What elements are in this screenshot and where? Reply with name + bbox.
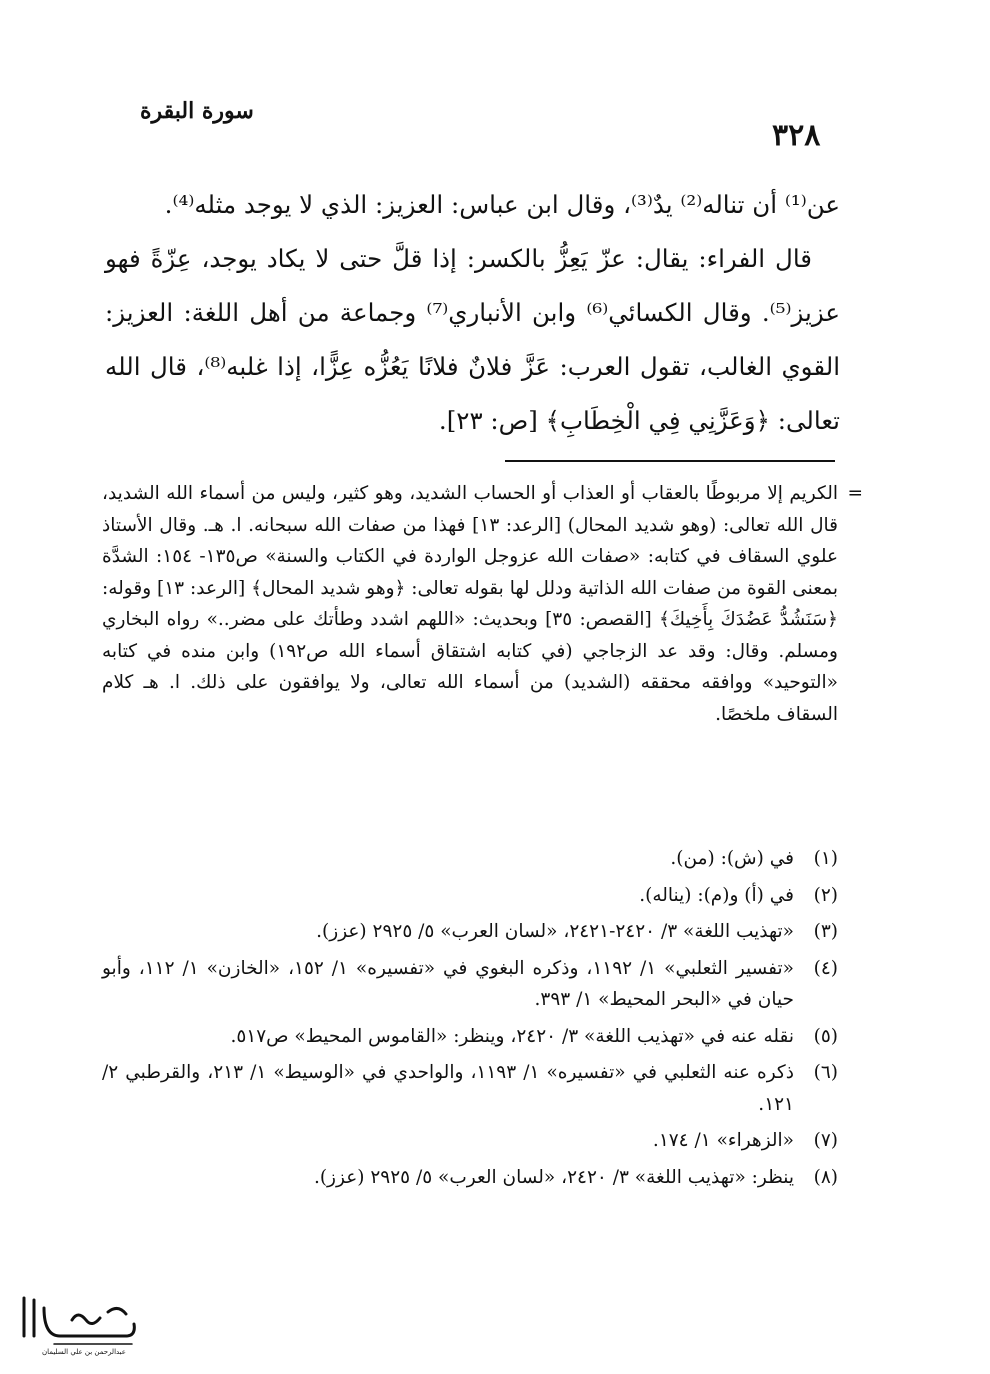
- footnote-item: [102, 953, 838, 1016]
- footnote-number: (٦): [813, 1062, 838, 1083]
- footnote-item: [102, 916, 838, 948]
- main-paragraph-2: قال الفراء: يقال: عزّ يَعِزُّ بالكسر: إذا قلَّ حتى لا يكاد يوجد، عِزّةً فهو عزيز⁽⁵⁾. وقال الكسائي⁽⁶⁾ وابن الأنباري⁽⁷⁾ وجماعة من أهل اللغة: العزيز: القوي الغالب، تقول العرب: عَزَّ فلانٌ فلانًا يَعُزُّه عِزًّا، إذا غلبه⁽⁸⁾، قال الله تعالى: ﴿وَعَزَّنِي فِي الْخِطَابِ﴾ [ص: ٢٣].: [105, 244, 841, 435]
- footnote-number: (٧): [813, 1130, 838, 1151]
- main-text: [105, 178, 840, 448]
- footnote-number: (٣): [813, 921, 838, 942]
- footnote-item: [102, 1057, 838, 1120]
- footnote-item: [102, 843, 838, 875]
- footnote-text: ذكره عنه الثعلبي في «تفسيره» ١/ ١١٩٣، والواحدي في «الوسيط» ١/ ٢١٣، والقرطبي ٢/ ١٢١.: [102, 1062, 794, 1115]
- footnote-item: [102, 1125, 838, 1157]
- continuation-marker: =: [847, 483, 863, 504]
- footnote-item: [102, 1162, 838, 1194]
- publisher-logo: [14, 1290, 144, 1358]
- running-title: سورة البقرة: [140, 98, 254, 124]
- continued-footnote: [102, 478, 863, 730]
- footnote-number: (٥): [813, 1025, 838, 1047]
- footnote-number: (٢): [813, 884, 838, 906]
- footnotes-list: [102, 843, 838, 1198]
- continued-footnote-text: الكريم إلا مربوطًا بالعقاب أو العذاب أو الحساب الشديد، وهو كثير، وليس من أسماء الله الشديد، قال الله تعالى: (وهو شديد المحال) [الرعد: ١٣] فهذا من صفات الله سبحانه. ا. هـ. وقال الأستاذ علوي السقاف في كتابه: «صفات الله عزوجل الواردة في الكتاب والسنة» ص١٣٥- ١٥٤: الشدَّة بمعنى القوة من صفات الله الذاتية ودلل لها بقوله تعالى: ﴿وهو شديد المحال﴾ [الرعد: ١٣] وقوله: ﴿سَنَشُدُّ عَضُدَكَ بِأَخِيكَ﴾ [القصص: ٣٥] وبحديث: «اللهم اشدد وطأتك على مضر..» رواه البخاري ومسلم. وقال: وقد عد الزجاجي (في كتابه اشتقاق أسماء الله ص١٩٢) وابن منده في كتابه «التوحيد» ووافقه محققه (الشديد) من أسماء الله تعالى، ولا يوافقون على ذلك. ا. هـ كلام السقاف ملخصًا.: [102, 483, 838, 725]
- page-number: ٣٢٨: [772, 118, 821, 153]
- footnote-text: «الزهراء» ١/ ١٧٤.: [652, 1130, 794, 1151]
- footnote-text: في (ش): (من).: [670, 848, 794, 869]
- footnote-text: نقله عنه في «تهذيب اللغة» ٣/ ٢٤٢٠، وينظر: «القاموس المحيط» ص٥١٧.: [230, 1025, 794, 1047]
- footnote-number: (٤): [813, 957, 838, 979]
- footnote-number: (١): [813, 848, 838, 869]
- logo-subtitle: عبدالرحمن بن علي السليمان: [42, 1348, 126, 1356]
- footnote-item: [102, 880, 838, 912]
- footnote-text: ينظر: «تهذيب اللغة» ٣/ ٢٤٢٠، «لسان العرب» ٥/ ٢٩٢٥ (عزز).: [313, 1166, 794, 1188]
- footnote-item: [102, 1021, 838, 1053]
- footnote-text: «تهذيب اللغة» ٣/ ٢٤٢٠-٢٤٢١، «لسان العرب» ٥/ ٢٩٢٥ (عزز).: [316, 921, 794, 942]
- footnote-divider: [505, 460, 835, 462]
- footnote-text: في (أ) و(م): (يناله).: [639, 884, 794, 906]
- footnote-text: «تفسير الثعلبي» ١/ ١١٩٢، وذكره البغوي في «تفسيره» ١/ ١٥٢، «الخازن» ١/ ١١٢، وأبو حيان في «البحر المحيط» ١/ ٣٩٣.: [102, 957, 794, 1010]
- footnote-number: (٨): [813, 1166, 838, 1188]
- main-paragraph-1: عن⁽¹⁾ أن تناله⁽²⁾ يدٌ⁽³⁾، وقال ابن عباس: العزيز: الذي لا يوجد مثله⁽⁴⁾.: [164, 190, 840, 219]
